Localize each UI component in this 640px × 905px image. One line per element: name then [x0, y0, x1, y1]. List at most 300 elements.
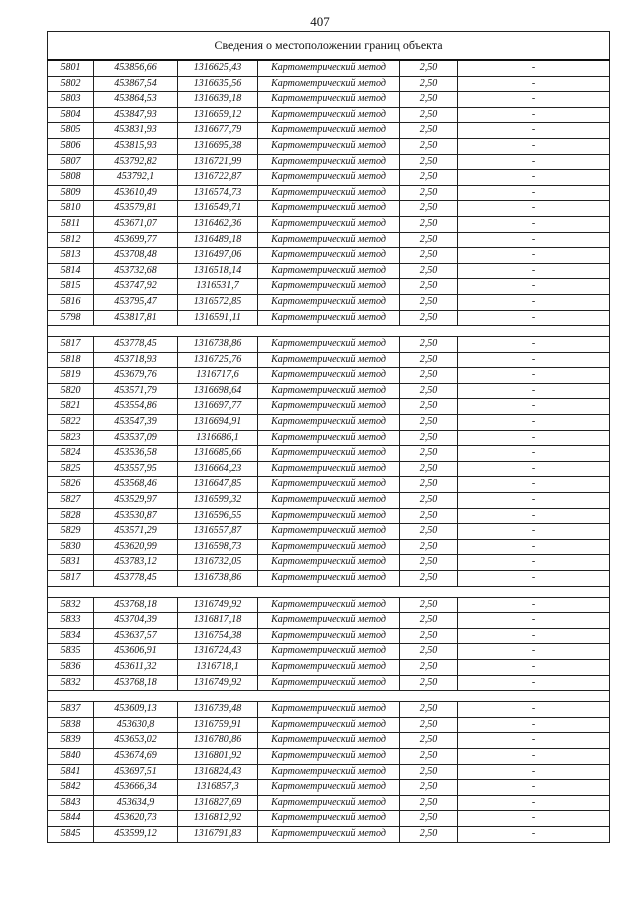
table-row	[48, 138, 610, 154]
point-number-cell: 5830	[48, 539, 94, 555]
description-cell: -	[458, 263, 610, 279]
table-row	[48, 232, 610, 248]
y-coordinate-cell: 1316698,64	[178, 383, 258, 399]
y-coordinate-cell: 1316625,43	[178, 60, 258, 76]
table-row	[48, 571, 610, 587]
description-cell: -	[458, 201, 610, 217]
table-row	[48, 597, 610, 613]
table-row	[48, 613, 610, 629]
x-coordinate-cell: 453768,18	[94, 597, 178, 613]
y-coordinate-cell: 1316732,05	[178, 555, 258, 571]
y-coordinate-cell: 1316685,66	[178, 446, 258, 462]
x-coordinate-cell: 453609,13	[94, 702, 178, 718]
accuracy-cell: 2,50	[400, 352, 458, 368]
point-number-cell: 5840	[48, 748, 94, 764]
table-row	[48, 461, 610, 477]
x-coordinate-cell: 453620,73	[94, 811, 178, 827]
description-cell: -	[458, 508, 610, 524]
table-row	[48, 508, 610, 524]
y-coordinate-cell: 1316647,85	[178, 477, 258, 493]
y-coordinate-cell: 1316791,83	[178, 826, 258, 842]
method-cell: Картометрический метод	[258, 446, 400, 462]
description-cell: -	[458, 76, 610, 92]
point-number-cell: 5821	[48, 399, 94, 415]
method-cell: Картометрический метод	[258, 795, 400, 811]
x-coordinate-cell: 453537,09	[94, 430, 178, 446]
y-coordinate-cell: 1316686,1	[178, 430, 258, 446]
x-coordinate-cell: 453571,79	[94, 383, 178, 399]
y-coordinate-cell: 1316724,43	[178, 644, 258, 660]
method-cell: Картометрический метод	[258, 107, 400, 123]
method-cell: Картометрический метод	[258, 138, 400, 154]
table-row	[48, 368, 610, 384]
accuracy-cell: 2,50	[400, 415, 458, 431]
point-number-cell: 5822	[48, 415, 94, 431]
accuracy-cell: 2,50	[400, 232, 458, 248]
point-number-cell: 5832	[48, 597, 94, 613]
x-coordinate-cell: 453666,34	[94, 780, 178, 796]
accuracy-cell: 2,50	[400, 780, 458, 796]
accuracy-cell: 2,50	[400, 555, 458, 571]
accuracy-cell: 2,50	[400, 216, 458, 232]
description-cell: -	[458, 659, 610, 675]
point-number-cell: 5828	[48, 508, 94, 524]
description-cell: -	[458, 415, 610, 431]
point-number-cell: 5836	[48, 659, 94, 675]
x-coordinate-cell: 453795,47	[94, 294, 178, 310]
accuracy-cell: 2,50	[400, 795, 458, 811]
table-row	[48, 477, 610, 493]
point-number-cell: 5817	[48, 337, 94, 353]
description-cell: -	[458, 232, 610, 248]
y-coordinate-cell: 1316738,86	[178, 571, 258, 587]
method-cell: Картометрический метод	[258, 294, 400, 310]
table-row	[48, 702, 610, 718]
method-cell: Картометрический метод	[258, 123, 400, 139]
x-coordinate-cell: 453718,93	[94, 352, 178, 368]
point-number-cell: 5838	[48, 717, 94, 733]
point-number-cell: 5841	[48, 764, 94, 780]
table-row	[48, 60, 610, 76]
description-cell: -	[458, 539, 610, 555]
point-number-cell: 5801	[48, 60, 94, 76]
x-coordinate-cell: 453568,46	[94, 477, 178, 493]
description-cell: -	[458, 248, 610, 264]
point-number-cell: 5825	[48, 461, 94, 477]
accuracy-cell: 2,50	[400, 826, 458, 842]
separator-cell	[48, 691, 610, 702]
table-row	[48, 811, 610, 827]
point-number-cell: 5818	[48, 352, 94, 368]
x-coordinate-cell: 453704,39	[94, 613, 178, 629]
method-cell: Картометрический метод	[258, 644, 400, 660]
description-cell: -	[458, 555, 610, 571]
accuracy-cell: 2,50	[400, 644, 458, 660]
point-number-cell: 5844	[48, 811, 94, 827]
accuracy-cell: 2,50	[400, 248, 458, 264]
description-cell: -	[458, 446, 610, 462]
description-cell: -	[458, 138, 610, 154]
x-coordinate-cell: 453671,07	[94, 216, 178, 232]
table-row	[48, 170, 610, 186]
description-cell: -	[458, 60, 610, 76]
description-cell: -	[458, 628, 610, 644]
method-cell: Картометрический метод	[258, 539, 400, 555]
method-cell: Картометрический метод	[258, 310, 400, 326]
accuracy-cell: 2,50	[400, 170, 458, 186]
point-number-cell: 5810	[48, 201, 94, 217]
table-row	[48, 675, 610, 691]
y-coordinate-cell: 1316817,18	[178, 613, 258, 629]
description-cell: -	[458, 477, 610, 493]
table-row	[48, 446, 610, 462]
separator-cell	[48, 326, 610, 337]
accuracy-cell: 2,50	[400, 383, 458, 399]
method-cell: Картометрический метод	[258, 780, 400, 796]
x-coordinate-cell: 453554,86	[94, 399, 178, 415]
method-cell: Картометрический метод	[258, 675, 400, 691]
table-row	[48, 107, 610, 123]
point-number-cell: 5819	[48, 368, 94, 384]
x-coordinate-cell: 453637,57	[94, 628, 178, 644]
description-cell: -	[458, 383, 610, 399]
accuracy-cell: 2,50	[400, 613, 458, 629]
method-cell: Картометрический метод	[258, 368, 400, 384]
accuracy-cell: 2,50	[400, 659, 458, 675]
point-number-cell: 5833	[48, 613, 94, 629]
description-cell: -	[458, 294, 610, 310]
description-cell: -	[458, 493, 610, 509]
x-coordinate-cell: 453697,51	[94, 764, 178, 780]
point-number-cell: 5815	[48, 279, 94, 295]
point-number-cell: 5824	[48, 446, 94, 462]
accuracy-cell: 2,50	[400, 477, 458, 493]
point-number-cell: 5812	[48, 232, 94, 248]
x-coordinate-cell: 453778,45	[94, 337, 178, 353]
group-separator-row	[48, 586, 610, 597]
x-coordinate-cell: 453864,53	[94, 92, 178, 108]
method-cell: Картометрический метод	[258, 399, 400, 415]
method-cell: Картометрический метод	[258, 430, 400, 446]
method-cell: Картометрический метод	[258, 613, 400, 629]
y-coordinate-cell: 1316635,56	[178, 76, 258, 92]
description-cell: -	[458, 571, 610, 587]
description-cell: -	[458, 92, 610, 108]
table-row	[48, 826, 610, 842]
point-number-cell: 5807	[48, 154, 94, 170]
accuracy-cell: 2,50	[400, 597, 458, 613]
accuracy-cell: 2,50	[400, 279, 458, 295]
table-row	[48, 415, 610, 431]
description-cell: -	[458, 352, 610, 368]
x-coordinate-cell: 453630,8	[94, 717, 178, 733]
accuracy-cell: 2,50	[400, 60, 458, 76]
y-coordinate-cell: 1316697,77	[178, 399, 258, 415]
description-cell: -	[458, 170, 610, 186]
table-row	[48, 644, 610, 660]
accuracy-cell: 2,50	[400, 571, 458, 587]
group-separator-row	[48, 691, 610, 702]
point-number-cell: 5811	[48, 216, 94, 232]
description-cell: -	[458, 644, 610, 660]
method-cell: Картометрический метод	[258, 263, 400, 279]
separator-cell	[48, 586, 610, 597]
x-coordinate-cell: 453610,49	[94, 185, 178, 201]
method-cell: Картометрический метод	[258, 461, 400, 477]
method-cell: Картометрический метод	[258, 524, 400, 540]
x-coordinate-cell: 453831,93	[94, 123, 178, 139]
method-cell: Картометрический метод	[258, 185, 400, 201]
accuracy-cell: 2,50	[400, 702, 458, 718]
accuracy-cell: 2,50	[400, 764, 458, 780]
point-number-cell: 5839	[48, 733, 94, 749]
table-title-row	[48, 32, 610, 61]
point-number-cell: 5826	[48, 477, 94, 493]
accuracy-cell: 2,50	[400, 748, 458, 764]
method-cell: Картометрический метод	[258, 555, 400, 571]
y-coordinate-cell: 1316738,86	[178, 337, 258, 353]
y-coordinate-cell: 1316857,3	[178, 780, 258, 796]
description-cell: -	[458, 524, 610, 540]
description-cell: -	[458, 279, 610, 295]
x-coordinate-cell: 453557,95	[94, 461, 178, 477]
point-number-cell: 5806	[48, 138, 94, 154]
x-coordinate-cell: 453611,32	[94, 659, 178, 675]
description-cell: -	[458, 764, 610, 780]
method-cell: Картометрический метод	[258, 571, 400, 587]
table-row	[48, 352, 610, 368]
y-coordinate-cell: 1316497,06	[178, 248, 258, 264]
boundary-table	[47, 31, 610, 843]
point-number-cell: 5813	[48, 248, 94, 264]
x-coordinate-cell: 453856,66	[94, 60, 178, 76]
point-number-cell: 5835	[48, 644, 94, 660]
table-row	[48, 555, 610, 571]
accuracy-cell: 2,50	[400, 123, 458, 139]
accuracy-cell: 2,50	[400, 399, 458, 415]
y-coordinate-cell: 1316694,91	[178, 415, 258, 431]
method-cell: Картометрический метод	[258, 415, 400, 431]
table-row	[48, 399, 610, 415]
method-cell: Картометрический метод	[258, 811, 400, 827]
x-coordinate-cell: 453708,48	[94, 248, 178, 264]
x-coordinate-cell: 453547,39	[94, 415, 178, 431]
description-cell: -	[458, 461, 610, 477]
x-coordinate-cell: 453817,81	[94, 310, 178, 326]
method-cell: Картометрический метод	[258, 826, 400, 842]
point-number-cell: 5842	[48, 780, 94, 796]
table-row	[48, 430, 610, 446]
method-cell: Картометрический метод	[258, 733, 400, 749]
description-cell: -	[458, 613, 610, 629]
accuracy-cell: 2,50	[400, 717, 458, 733]
accuracy-cell: 2,50	[400, 461, 458, 477]
table-row	[48, 524, 610, 540]
description-cell: -	[458, 597, 610, 613]
accuracy-cell: 2,50	[400, 138, 458, 154]
table-row	[48, 780, 610, 796]
method-cell: Картометрический метод	[258, 477, 400, 493]
y-coordinate-cell: 1316572,85	[178, 294, 258, 310]
x-coordinate-cell: 453732,68	[94, 263, 178, 279]
point-number-cell: 5827	[48, 493, 94, 509]
point-number-cell: 5798	[48, 310, 94, 326]
x-coordinate-cell: 453634,9	[94, 795, 178, 811]
description-cell: -	[458, 748, 610, 764]
method-cell: Картометрический метод	[258, 76, 400, 92]
y-coordinate-cell: 1316812,92	[178, 811, 258, 827]
table-row	[48, 764, 610, 780]
point-number-cell: 5808	[48, 170, 94, 186]
method-cell: Картометрический метод	[258, 597, 400, 613]
table-row	[48, 795, 610, 811]
y-coordinate-cell: 1316677,79	[178, 123, 258, 139]
y-coordinate-cell: 1316801,92	[178, 748, 258, 764]
description-cell: -	[458, 780, 610, 796]
y-coordinate-cell: 1316574,73	[178, 185, 258, 201]
y-coordinate-cell: 1316598,73	[178, 539, 258, 555]
y-coordinate-cell: 1316749,92	[178, 597, 258, 613]
description-cell: -	[458, 430, 610, 446]
description-cell: -	[458, 675, 610, 691]
x-coordinate-cell: 453699,77	[94, 232, 178, 248]
table-row	[48, 383, 610, 399]
description-cell: -	[458, 123, 610, 139]
method-cell: Картометрический метод	[258, 60, 400, 76]
table-row	[48, 201, 610, 217]
accuracy-cell: 2,50	[400, 107, 458, 123]
y-coordinate-cell: 1316664,23	[178, 461, 258, 477]
x-coordinate-cell: 453620,99	[94, 539, 178, 555]
group-separator-row	[48, 326, 610, 337]
x-coordinate-cell: 453792,82	[94, 154, 178, 170]
x-coordinate-cell: 453599,12	[94, 826, 178, 842]
method-cell: Картометрический метод	[258, 337, 400, 353]
x-coordinate-cell: 453606,91	[94, 644, 178, 660]
x-coordinate-cell: 453536,58	[94, 446, 178, 462]
x-coordinate-cell: 453579,81	[94, 201, 178, 217]
point-number-cell: 5831	[48, 555, 94, 571]
y-coordinate-cell: 1316695,38	[178, 138, 258, 154]
table-row	[48, 216, 610, 232]
table-row	[48, 123, 610, 139]
method-cell: Картометрический метод	[258, 201, 400, 217]
accuracy-cell: 2,50	[400, 811, 458, 827]
description-cell: -	[458, 811, 610, 827]
y-coordinate-cell: 1316717,6	[178, 368, 258, 384]
accuracy-cell: 2,50	[400, 185, 458, 201]
table-row	[48, 263, 610, 279]
point-number-cell: 5817	[48, 571, 94, 587]
method-cell: Картометрический метод	[258, 248, 400, 264]
method-cell: Картометрический метод	[258, 92, 400, 108]
point-number-cell: 5843	[48, 795, 94, 811]
x-coordinate-cell: 453815,93	[94, 138, 178, 154]
accuracy-cell: 2,50	[400, 263, 458, 279]
description-cell: -	[458, 337, 610, 353]
description-cell: -	[458, 795, 610, 811]
method-cell: Картометрический метод	[258, 232, 400, 248]
x-coordinate-cell: 453867,54	[94, 76, 178, 92]
accuracy-cell: 2,50	[400, 310, 458, 326]
table-row	[48, 294, 610, 310]
accuracy-cell: 2,50	[400, 368, 458, 384]
point-number-cell: 5834	[48, 628, 94, 644]
description-cell: -	[458, 368, 610, 384]
y-coordinate-cell: 1316599,32	[178, 493, 258, 509]
accuracy-cell: 2,50	[400, 524, 458, 540]
table-row	[48, 279, 610, 295]
point-number-cell: 5802	[48, 76, 94, 92]
accuracy-cell: 2,50	[400, 76, 458, 92]
accuracy-cell: 2,50	[400, 294, 458, 310]
x-coordinate-cell: 453792,1	[94, 170, 178, 186]
point-number-cell: 5803	[48, 92, 94, 108]
point-number-cell: 5805	[48, 123, 94, 139]
point-number-cell: 5820	[48, 383, 94, 399]
description-cell: -	[458, 185, 610, 201]
y-coordinate-cell: 1316591,11	[178, 310, 258, 326]
method-cell: Картометрический метод	[258, 702, 400, 718]
table-row	[48, 733, 610, 749]
point-number-cell: 5823	[48, 430, 94, 446]
y-coordinate-cell: 1316518,14	[178, 263, 258, 279]
point-number-cell: 5816	[48, 294, 94, 310]
page-number: 407	[310, 14, 330, 29]
y-coordinate-cell: 1316824,43	[178, 764, 258, 780]
table-title: Сведения о местоположении границ объекта	[48, 32, 610, 61]
table-row	[48, 717, 610, 733]
y-coordinate-cell: 1316596,55	[178, 508, 258, 524]
point-number-cell: 5809	[48, 185, 94, 201]
accuracy-cell: 2,50	[400, 337, 458, 353]
y-coordinate-cell: 1316462,36	[178, 216, 258, 232]
x-coordinate-cell: 453529,97	[94, 493, 178, 509]
table-row	[48, 539, 610, 555]
x-coordinate-cell: 453674,69	[94, 748, 178, 764]
description-cell: -	[458, 107, 610, 123]
x-coordinate-cell: 453530,87	[94, 508, 178, 524]
description-cell: -	[458, 154, 610, 170]
accuracy-cell: 2,50	[400, 446, 458, 462]
accuracy-cell: 2,50	[400, 628, 458, 644]
x-coordinate-cell: 453847,93	[94, 107, 178, 123]
table-row	[48, 748, 610, 764]
table-row	[48, 76, 610, 92]
y-coordinate-cell: 1316722,87	[178, 170, 258, 186]
point-number-cell: 5829	[48, 524, 94, 540]
method-cell: Картометрический метод	[258, 154, 400, 170]
x-coordinate-cell: 453653,02	[94, 733, 178, 749]
accuracy-cell: 2,50	[400, 733, 458, 749]
method-cell: Картометрический метод	[258, 383, 400, 399]
table-row	[48, 310, 610, 326]
point-number-cell: 5832	[48, 675, 94, 691]
method-cell: Картометрический метод	[258, 170, 400, 186]
y-coordinate-cell: 1316739,48	[178, 702, 258, 718]
y-coordinate-cell: 1316721,99	[178, 154, 258, 170]
table-row	[48, 337, 610, 353]
y-coordinate-cell: 1316827,69	[178, 795, 258, 811]
x-coordinate-cell: 453778,45	[94, 571, 178, 587]
method-cell: Картометрический метод	[258, 764, 400, 780]
accuracy-cell: 2,50	[400, 92, 458, 108]
method-cell: Картометрический метод	[258, 216, 400, 232]
x-coordinate-cell: 453571,29	[94, 524, 178, 540]
y-coordinate-cell: 1316549,71	[178, 201, 258, 217]
x-coordinate-cell: 453768,18	[94, 675, 178, 691]
table-row	[48, 628, 610, 644]
